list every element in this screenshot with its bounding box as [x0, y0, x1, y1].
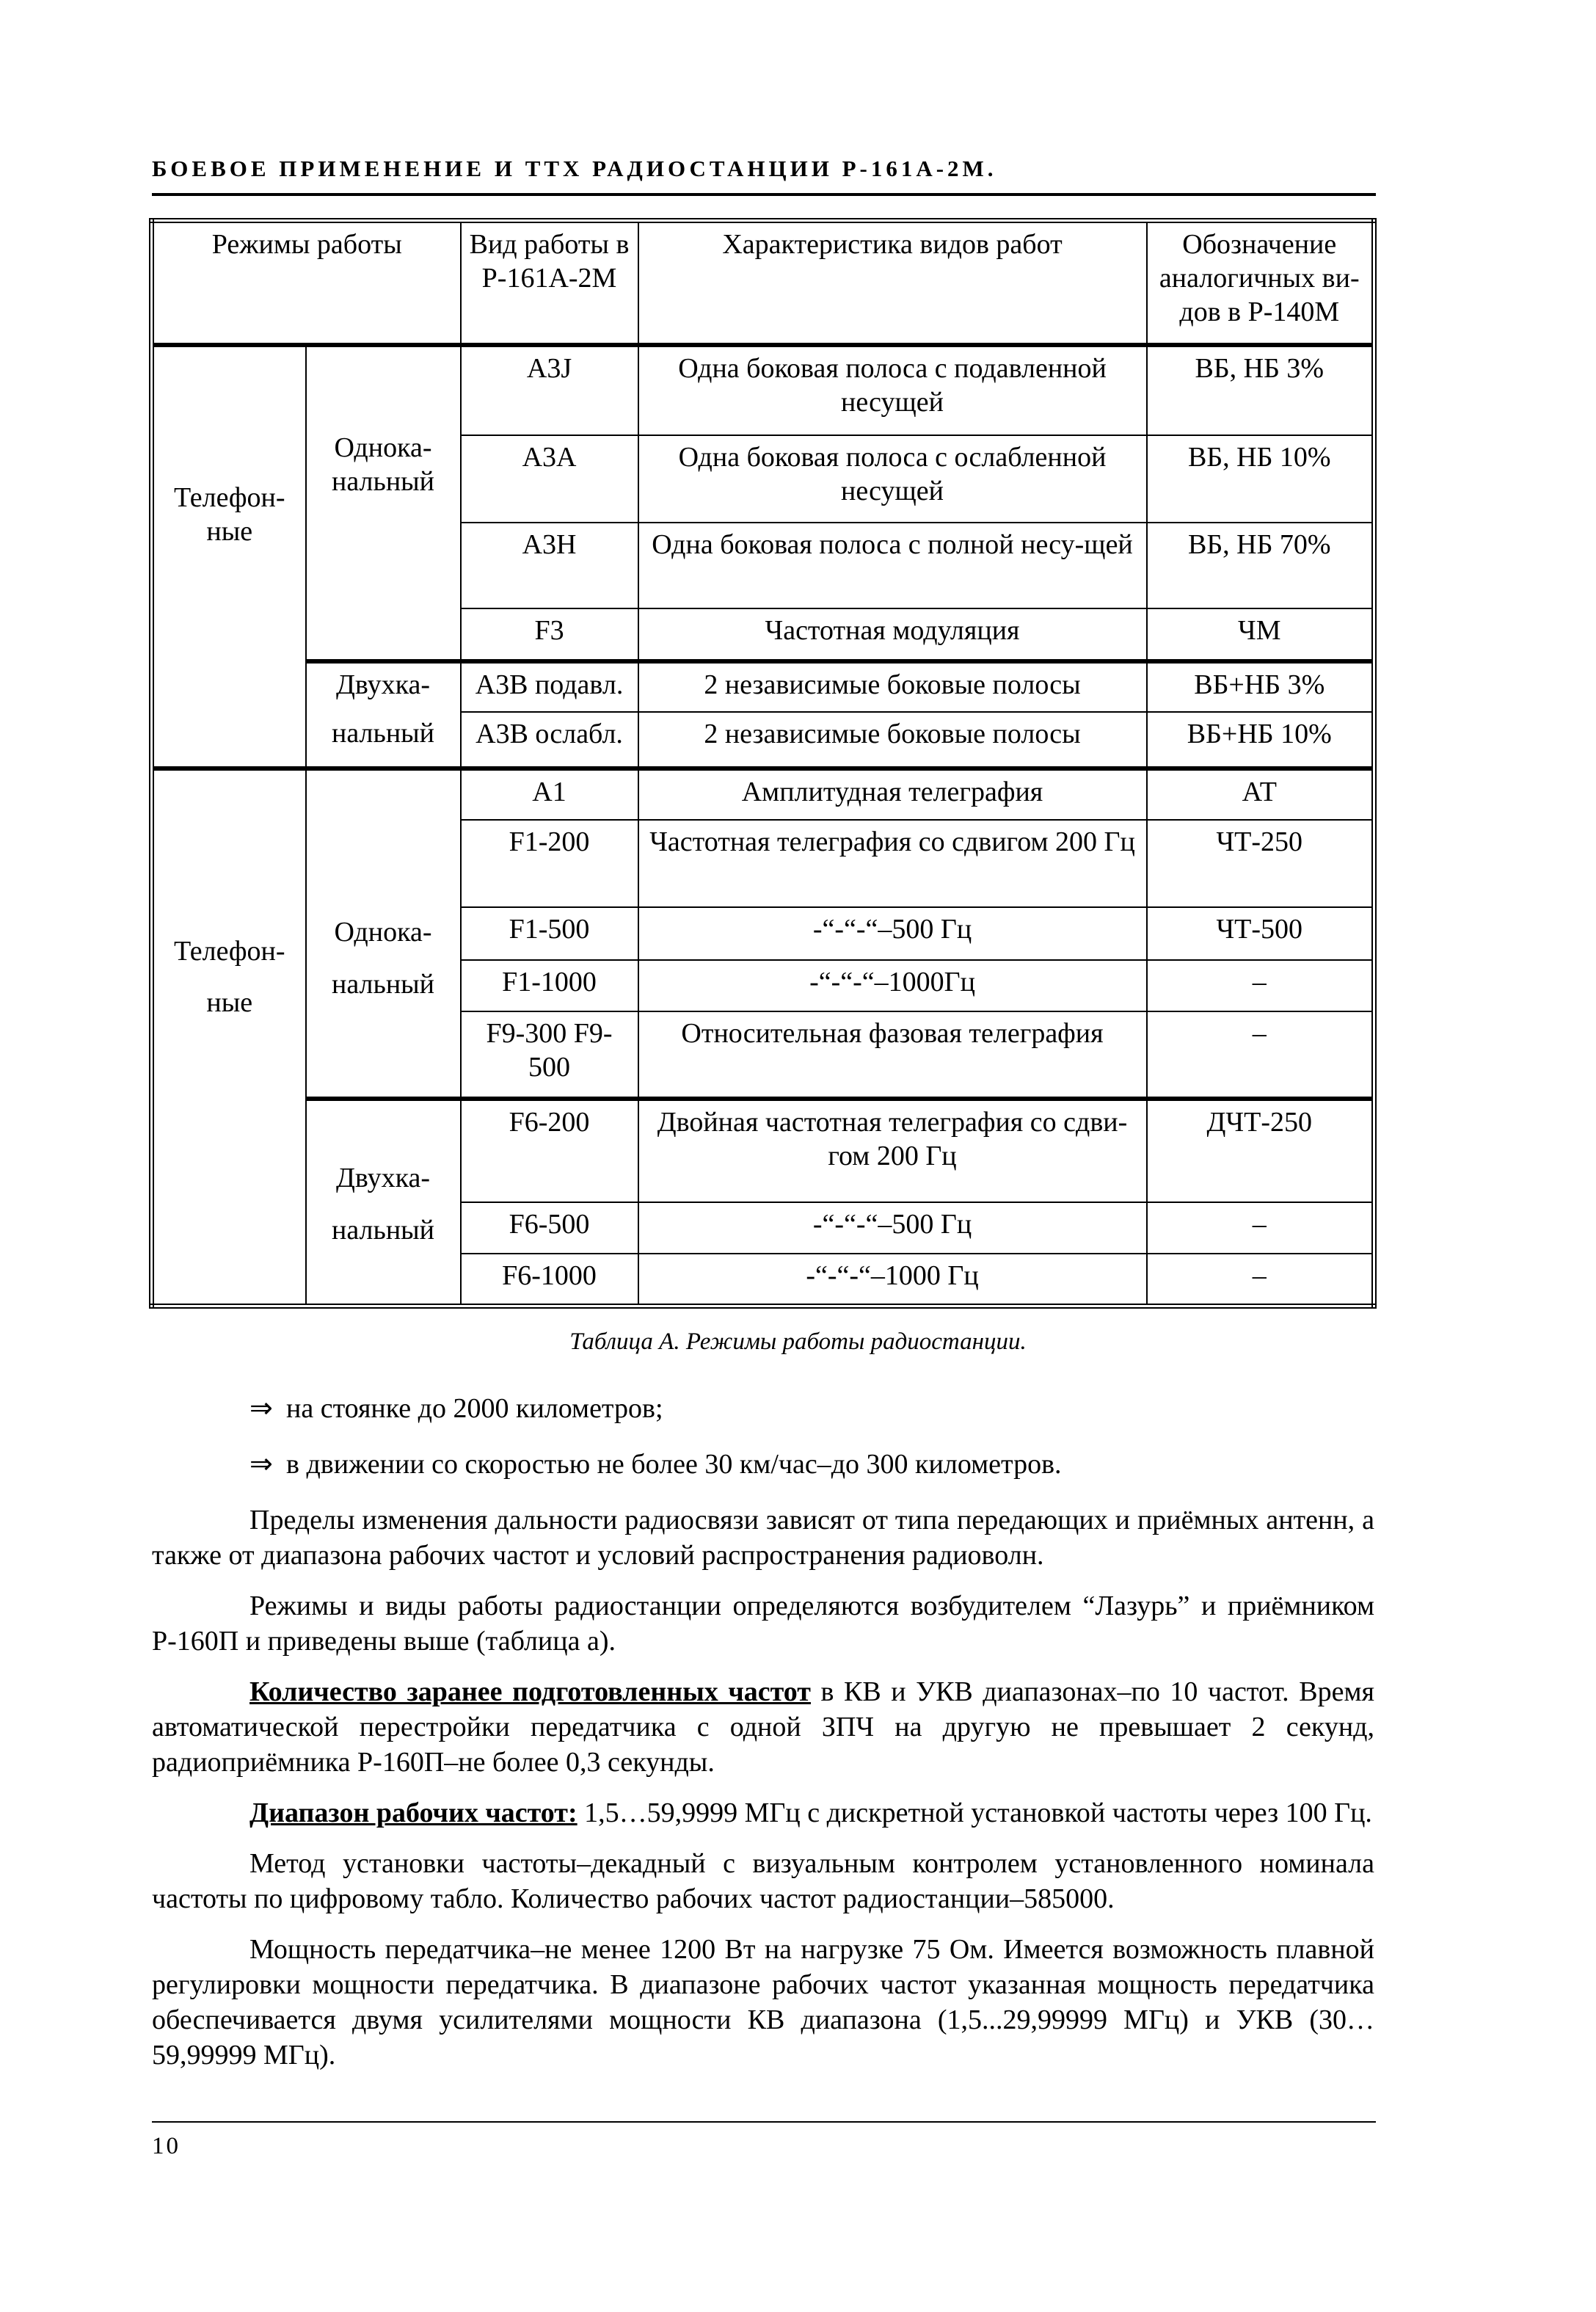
double-arrow-icon: ⇒ — [249, 1393, 273, 1424]
subgroup-label: нальный — [306, 712, 461, 768]
subgroup-label — [306, 768, 461, 1099]
desc-cell: -“-“-“–500 Гц — [638, 1202, 1147, 1254]
table-row — [152, 345, 1374, 435]
desc-cell: Одна боковая полоса с полной несу-щей — [638, 523, 1147, 608]
term: Диапазон рабочих частот: — [249, 1797, 577, 1828]
paragraph: Мощность передатчика–не менее 1200 Вт на нагрузке 75 Ом. Имеется возможность плавной регулировки мощности передатчика. В диапазоне рабочих частот указанная мощность передатчика обеспечивается двумя усилителями мощности КВ диапазона (1,5...29,99999 МГц) и УКВ (30…59,99999 МГц). — [152, 1934, 1374, 2071]
header-rule — [152, 193, 1376, 196]
mode-cell: F6-500 — [461, 1202, 638, 1254]
analog-cell: ЧМ — [1147, 608, 1374, 661]
analog-cell: – — [1147, 960, 1374, 1011]
mode-cell: F1-1000 — [461, 960, 638, 1011]
desc-cell: Частотная телеграфия со сдвигом 200 Гц — [638, 820, 1147, 907]
table-row — [152, 1099, 1374, 1202]
group-label-line: Телефон- — [173, 935, 285, 967]
footer-rule — [152, 2121, 1376, 2123]
table-caption: Таблица А. Режимы работы радиостанции. — [569, 1328, 1027, 1355]
paragraph: Пределы изменения дальности радиосвязи зависят от типа передающих и приёмных антенн, а также от диапазона рабочих частот и условий распространения радиоволн. — [152, 1505, 1374, 1571]
table-row — [152, 768, 1374, 820]
desc-cell: Частотная модуляция — [638, 608, 1147, 661]
mode-cell: A1 — [461, 768, 638, 820]
modes-table — [149, 218, 1377, 1309]
mode-cell: F6-1000 — [461, 1254, 638, 1306]
col-header: Характеристика видов работ — [638, 221, 1147, 345]
mode-cell: F6-200 — [461, 1099, 638, 1202]
subgroup-label: Двухка- — [306, 661, 461, 712]
paragraph-text: в КВ и УКВ диапазонах–по 10 частот. Время автоматической перестройки передатчика с одной ЗПЧ на другую не превышает 2 секунд, радиоприёмника Р-160П–не более 0,3 секунды. — [152, 1676, 1374, 1778]
mode-cell: F3 — [461, 608, 638, 661]
desc-cell: 2 независимые боковые полосы — [638, 712, 1147, 768]
paragraph-text: 1,5…59,9999 МГц с дискретной установкой частоты через 100 Гц. — [577, 1797, 1372, 1828]
col-header: Вид работы в Р-161А-2М — [461, 221, 638, 345]
group-label: Телефон-ные — [152, 345, 306, 768]
table-row — [152, 661, 1374, 712]
page-number: 10 — [152, 2133, 181, 2159]
bullet-text: в движении со скоростью не более 30 км/час–до 300 километров. — [286, 1449, 1062, 1480]
mode-cell: A3J — [461, 345, 638, 435]
bullet-item — [152, 1391, 1374, 1426]
subgroup-label-line: нальный — [331, 1214, 435, 1246]
desc-cell: Двойная частотная телеграфия со сдви-гом 200 Гц — [638, 1099, 1147, 1202]
bullet-text: на стоянке до 2000 километров; — [286, 1393, 663, 1424]
mode-cell: A3B подавл. — [461, 661, 638, 712]
analog-cell: ЧТ-250 — [1147, 820, 1374, 907]
analog-cell: – — [1147, 1254, 1374, 1306]
double-arrow-icon: ⇒ — [249, 1449, 273, 1480]
subgroup-label-line: нальный — [331, 968, 435, 1000]
desc-cell: Относительная фазовая телеграфия — [638, 1011, 1147, 1099]
analog-cell: ДЧТ-250 — [1147, 1099, 1374, 1202]
desc-cell: Одна боковая полоса с подавленной несущей — [638, 345, 1147, 435]
table-header-row — [152, 221, 1374, 345]
mode-cell: A3B ослабл. — [461, 712, 638, 768]
desc-cell: Одна боковая полоса с ослабленной несущей — [638, 435, 1147, 523]
analog-cell: ВБ+НБ 10% — [1147, 712, 1374, 768]
paragraph: Метод установки частоты–декадный с визуальным контролем установленного номинала частоты по цифровому табло. Количество рабочих частот радиостанции–585000. — [152, 1848, 1374, 1914]
mode-cell: F1-200 — [461, 820, 638, 907]
subgroup-label-line: Однока- — [334, 916, 432, 948]
analog-cell: ВБ, НБ 10% — [1147, 435, 1374, 523]
analog-cell: ЧТ-500 — [1147, 907, 1374, 960]
running-header: БОЕВОЕ ПРИМЕНЕНИЕ И ТТХ РАДИОСТАНЦИИ Р-161А-2М. — [152, 156, 997, 181]
analog-cell: ВБ, НБ 3% — [1147, 345, 1374, 435]
col-header: Режимы работы — [152, 221, 461, 345]
analog-cell: ВБ, НБ 70% — [1147, 523, 1374, 608]
desc-cell: -“-“-“–1000 Гц — [638, 1254, 1147, 1306]
mode-cell: F1-500 — [461, 907, 638, 960]
subgroup-label-line: Двухка- — [336, 1162, 430, 1193]
desc-cell: Амплитудная телеграфия — [638, 768, 1147, 820]
desc-cell: 2 независимые боковые полосы — [638, 661, 1147, 712]
subgroup-label: Однока-нальный — [306, 345, 461, 661]
desc-cell: -“-“-“–500 Гц — [638, 907, 1147, 960]
term: Количество заранее подготовленных частот — [249, 1676, 811, 1707]
analog-cell: ВБ+НБ 3% — [1147, 661, 1374, 712]
desc-cell: -“-“-“–1000Гц — [638, 960, 1147, 1011]
bullet-item — [152, 1447, 1374, 1482]
mode-cell: A3A — [461, 435, 638, 523]
group-label — [152, 768, 306, 1306]
body-text — [152, 1391, 1374, 2088]
analog-cell: АТ — [1147, 768, 1374, 820]
subgroup-label — [306, 1099, 461, 1306]
col-header: Обозначение аналогичных ви-дов в Р-140М — [1147, 221, 1374, 345]
analog-cell: – — [1147, 1011, 1374, 1099]
table-row — [152, 712, 1374, 768]
group-label-line: ные — [206, 986, 253, 1018]
mode-cell: F9-300 F9-500 — [461, 1011, 638, 1099]
paragraph — [152, 1674, 1374, 1780]
paragraph: Режимы и виды работы радиостанции определяются возбудителем “Лазурь” и приёмником Р-160П и приведены выше (таблица а). — [152, 1591, 1374, 1657]
paragraph — [152, 1795, 1374, 1831]
mode-cell: A3H — [461, 523, 638, 608]
analog-cell: – — [1147, 1202, 1374, 1254]
